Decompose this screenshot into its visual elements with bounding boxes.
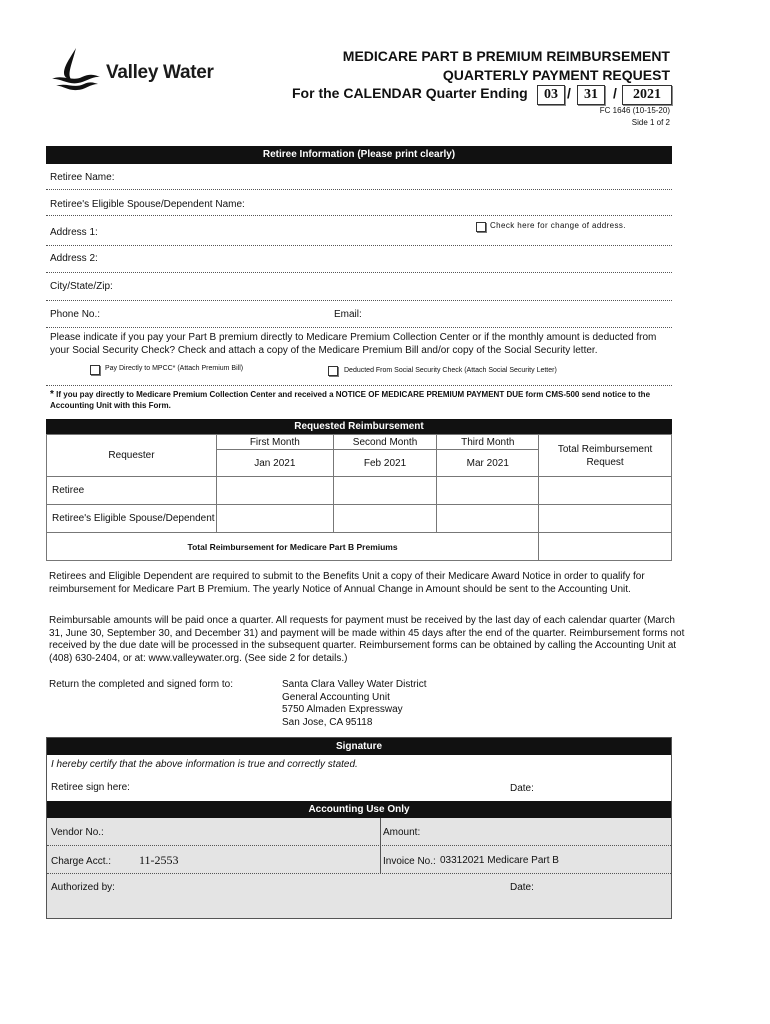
pay-method-question: Please indicate if you pay your Part B premium directly to Medicare Premium Collection Center or if the monthly amount is deducted from your Social Security Check? Check and attach a copy of the Medicare Premium Bill and/or copy of the Social Security letter. [50, 332, 657, 356]
phone-email-row[interactable] [46, 301, 672, 328]
address2-label: Address 2: [50, 253, 98, 264]
spouse-month1-cell[interactable] [216, 505, 333, 533]
signature-section [46, 737, 672, 919]
vendor-amount-row [47, 818, 671, 846]
signature-heading: Signature [47, 738, 671, 755]
row-divider [380, 846, 381, 873]
row-divider [380, 818, 381, 845]
retiree-info-section [46, 146, 672, 411]
quarter-label: For the CALENDAR Quarter Ending [292, 85, 528, 101]
reimbursement-table [46, 434, 672, 561]
address1-row[interactable] [46, 216, 672, 246]
requester-header: Requester [47, 435, 217, 477]
spouse-total-cell[interactable] [539, 505, 672, 533]
certify-statement: I hereby certify that the above information is true and correctly stated. [51, 759, 358, 770]
retiree-name-row[interactable] [46, 164, 672, 190]
spouse-month2-cell[interactable] [333, 505, 437, 533]
address1-label: Address 1: [50, 227, 98, 238]
return-label: Return the completed and signed form to: [49, 679, 233, 690]
change-address-label: Check here for change of address. [490, 221, 626, 230]
address2-row[interactable] [46, 246, 672, 273]
deducted-ss-checkbox[interactable] [328, 366, 338, 376]
address-line-3: 5750 Almaden Expressway [282, 704, 403, 715]
authorized-by-label[interactable]: Authorized by: [51, 882, 115, 893]
quarter-year-field[interactable]: 2021 [622, 85, 672, 105]
total-row-label: Total Reimbursement for Medicare Part B Premiums [47, 533, 539, 561]
city-state-zip-row[interactable] [46, 273, 672, 301]
notice-star: * [50, 389, 54, 400]
email-label: Email: [334, 309, 362, 320]
deducted-ss-label: Deducted From Social Security Check (Attach Social Security Letter) [344, 367, 557, 374]
return-address [282, 679, 427, 729]
retiree-info-heading: Retiree Information (Please print clearly) [46, 146, 672, 164]
notice-divider [46, 385, 672, 386]
reimbursement-heading: Requested Reimbursement [46, 419, 672, 434]
retiree-month1-cell[interactable] [216, 477, 333, 505]
logo-text: Valley Water [106, 62, 214, 83]
retiree-sign-label[interactable]: Retiree sign here: [51, 782, 130, 793]
second-month-header: Second Month [333, 435, 437, 450]
spouse-name-row[interactable] [46, 190, 672, 216]
address-line-2: General Accounting Unit [282, 691, 390, 703]
signature-fields [47, 755, 671, 801]
spouse-name-label: Retiree's Eligible Spouse/Dependent Name: [50, 199, 245, 210]
form-id: FC 1646 (10-15-20) [599, 106, 670, 115]
side-number: Side 1 of 2 [631, 118, 670, 127]
retiree-name-label: Retiree Name: [50, 172, 115, 183]
instructions-paragraph-1: Retirees and Eligible Dependent are required to submit to the Benefits Unit a copy of their Medicare Award Notice in order to qualify for reimbursement for Medicare Part B Premium. The yearly Notice of Annual Change in Amount should be sent to the Accounting Unit. [49, 571, 645, 595]
retiree-month3-cell[interactable] [437, 477, 539, 505]
retiree-row-label: Retiree [47, 477, 217, 505]
retiree-row [47, 477, 672, 505]
quarter-month-field[interactable]: 03 [537, 85, 565, 105]
notice-text: If you pay directly to Medicare Premium Collection Center and received a NOTICE OF MEDICARE PREMIUM PAYMENT DUE form CMS-500 send notice to the Accounting Unit with this Form. [50, 390, 651, 410]
invoice-label: Invoice No.: [383, 856, 436, 867]
logo [50, 46, 220, 92]
cms-notice [50, 389, 670, 411]
water-drop-logo-icon [50, 46, 102, 92]
charge-acct-value[interactable]: 11-2553 [139, 853, 179, 867]
grand-total-cell[interactable] [539, 533, 672, 561]
accounting-heading: Accounting Use Only [47, 801, 671, 818]
form-title-line1: MEDICARE PART B PREMIUM REIMBURSEMENT [342, 48, 670, 64]
amount-label[interactable]: Amount: [383, 827, 421, 838]
spouse-row-label: Retiree's Eligible Spouse/Dependent [47, 505, 217, 533]
date-separator: / [613, 85, 617, 101]
change-address-checkbox[interactable] [476, 222, 486, 232]
address-line-1: Santa Clara Valley Water District [282, 679, 427, 690]
third-month-header: Third Month [437, 435, 539, 450]
accounting-date-label[interactable]: Date: [510, 882, 534, 893]
month1-label: Jan 2021 [216, 450, 333, 477]
form-title-line2: QUARTERLY PAYMENT REQUEST [442, 67, 670, 83]
authorization-row [47, 874, 671, 918]
signature-date-label[interactable]: Date: [510, 783, 534, 794]
total-request-header: Total Reimbursement Request [539, 435, 672, 477]
spouse-month3-cell[interactable] [437, 505, 539, 533]
first-month-header: First Month [216, 435, 333, 450]
pay-direct-checkbox[interactable] [90, 365, 100, 375]
vendor-label[interactable]: Vendor No.: [51, 827, 104, 838]
instructions-paragraph-2: Reimbursable amounts will be paid once a quarter. All requests for payment must be received by the last day of each calendar quarter (March 31, June 30, September 30, and December 31) and payment will be made within 45 days after the end of the quarter. Reimbursement forms not received by the due date will be processed in the subsequent quarter. Reimbursement forms can be obtained by calling the Accounting Unit at (408) 630-2404, or at: www.valleywater.org. (See side 2 for details.) [49, 615, 685, 664]
charge-invoice-row [47, 846, 671, 874]
month3-label: Mar 2021 [437, 450, 539, 477]
month2-label: Feb 2021 [333, 450, 437, 477]
phone-label: Phone No.: [50, 309, 101, 320]
spouse-row [47, 505, 672, 533]
retiree-month2-cell[interactable] [333, 477, 437, 505]
invoice-value[interactable]: 03312021 Medicare Part B [440, 855, 559, 866]
charge-acct-label: Charge Acct.: [51, 856, 112, 867]
address-line-4: San Jose, CA 95118 [282, 716, 373, 728]
pay-direct-label: Pay Directly to MPCC* (Attach Premium Bill) [105, 365, 244, 372]
date-separator: / [567, 85, 571, 101]
retiree-total-cell[interactable] [539, 477, 672, 505]
city-state-zip-label: City/State/Zip: [50, 281, 113, 292]
total-row [47, 533, 672, 561]
quarter-day-field[interactable]: 31 [577, 85, 605, 105]
